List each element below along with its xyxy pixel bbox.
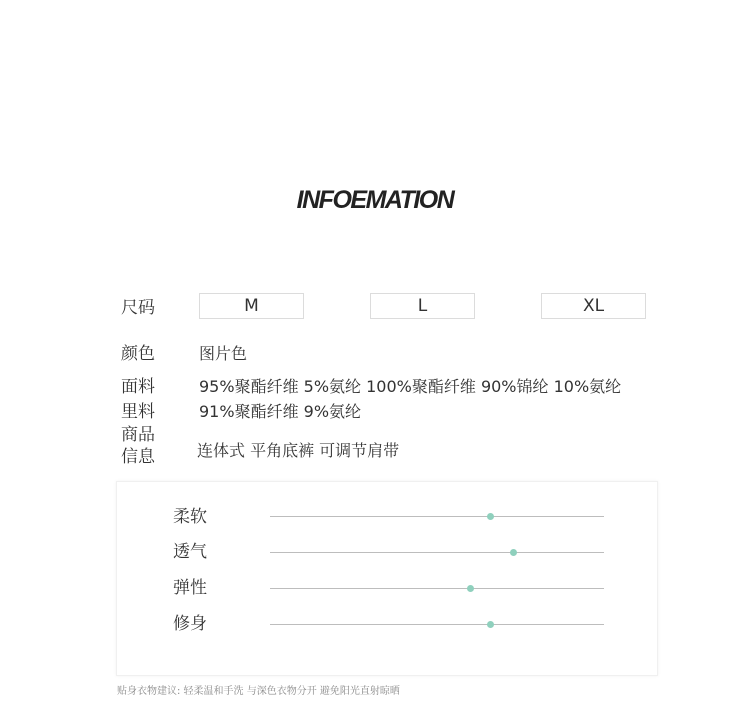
size-option-xl[interactable]: XL [541, 293, 646, 319]
rating-track-softness [270, 516, 604, 517]
fabric-label: 面料 [121, 377, 155, 397]
fabric-value: 95%聚酯纤维 5%氨纶 100%聚酯纤维 90%锦纶 10%氨纶 [199, 377, 622, 396]
rating-label-fit: 修身 [173, 614, 207, 634]
rating-track-breathability [270, 552, 604, 553]
rating-dot-softness [487, 513, 494, 520]
size-label: 尺码 [121, 298, 155, 318]
product-info-label-line1: 商品 [121, 425, 155, 445]
rating-track-elasticity [270, 588, 604, 589]
size-option-l[interactable]: L [370, 293, 475, 319]
color-value: 图片色 [199, 344, 248, 363]
rating-dot-elasticity [467, 585, 474, 592]
color-label: 颜色 [121, 344, 155, 364]
product-info-value: 连体式 平角底裤 可调节肩带 [197, 441, 400, 460]
care-note: 贴身衣物建议: 轻柔温和手洗 与深色衣物分开 避免阳光直射晾晒 [117, 686, 400, 697]
page-title: INFOEMATION [296, 186, 454, 214]
lining-label: 里料 [121, 402, 155, 422]
product-info-label-line2: 信息 [121, 447, 155, 467]
rating-track-fit [270, 624, 604, 625]
rating-dot-fit [487, 621, 494, 628]
lining-value: 91%聚酯纤维 9%氨纶 [199, 402, 362, 421]
rating-label-elasticity: 弹性 [173, 578, 207, 598]
size-option-m[interactable]: M [199, 293, 304, 319]
rating-label-breathability: 透气 [173, 542, 207, 562]
rating-label-softness: 柔软 [173, 507, 207, 527]
